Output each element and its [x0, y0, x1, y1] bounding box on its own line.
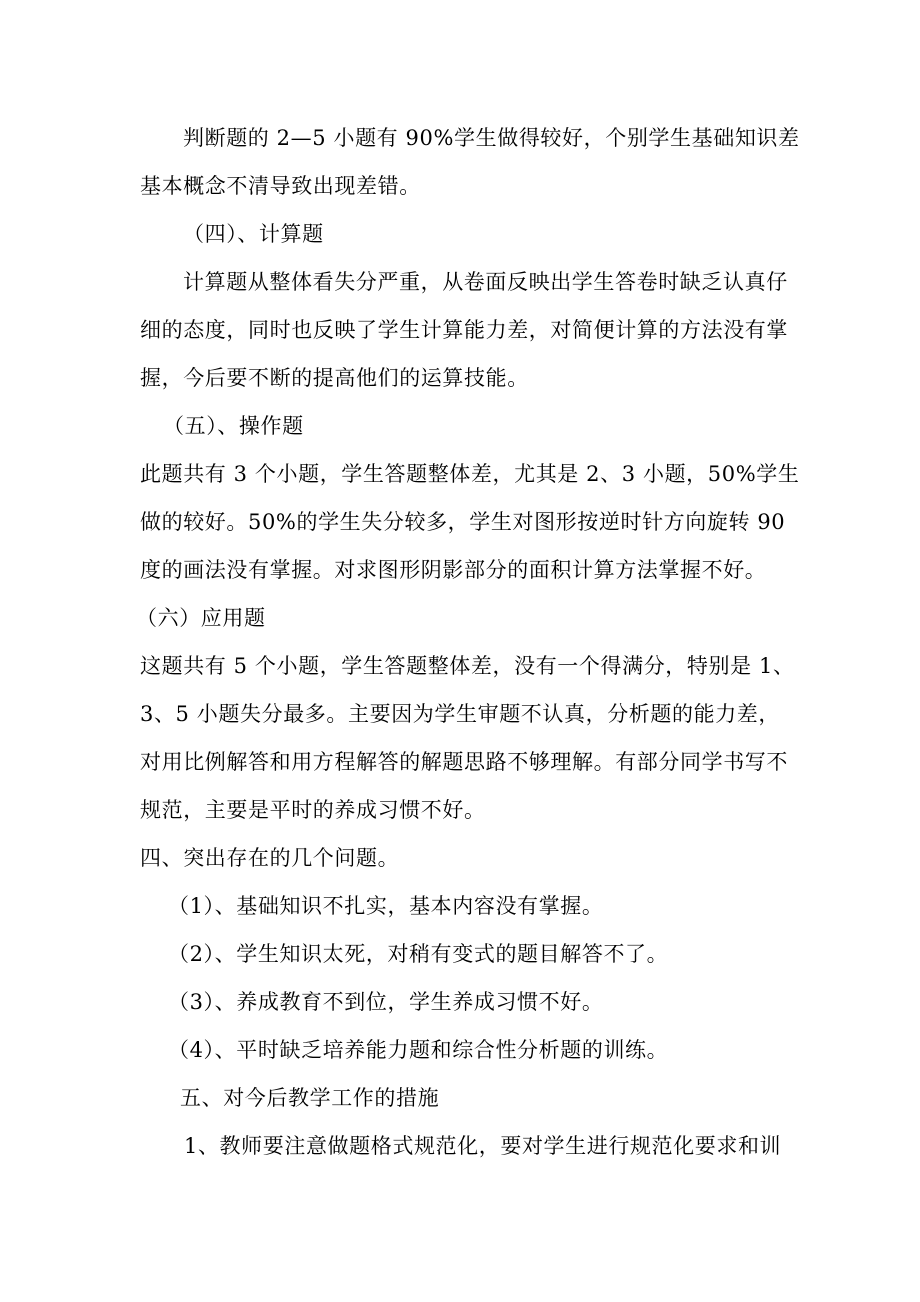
paragraph-line: 3、5 小题失分最多。主要因为学生审题不认真，分析题的能力差， — [140, 702, 780, 726]
section-heading: （六）应用题 — [136, 606, 266, 630]
paragraph-line: 1、教师要注意做题格式规范化，要对学生进行规范化要求和训 — [184, 1134, 782, 1158]
paragraph-line: 基本概念不清导致出现差错。 — [140, 174, 421, 198]
section-heading: （四）、计算题 — [183, 222, 324, 246]
paragraph-line: 度的画法没有掌握。对求图形阴影部分的面积计算方法掌握不好。 — [140, 558, 767, 582]
list-item: （2）、学生知识太死，对稍有变式的题目解答不了。 — [168, 942, 669, 966]
paragraph-line: 细的态度，同时也反映了学生计算能力差，对简便计算的方法没有掌 — [140, 318, 788, 342]
paragraph-line: 握，今后要不断的提高他们的运算技能。 — [140, 366, 529, 390]
paragraph-line: 对用比例解答和用方程解答的解题思路不够理解。有部分同学书写不 — [140, 750, 788, 774]
list-item: （4）、平时缺乏培养能力题和综合性分析题的训练。 — [168, 1038, 669, 1062]
section-heading: 四、突出存在的几个问题。 — [140, 846, 400, 870]
list-item: （1）、基础知识不扎实，基本内容没有掌握。 — [168, 894, 604, 918]
paragraph-line: 做的较好。50%的学生失分较多，学生对图形按逆时针方向旋转 90 — [140, 510, 786, 534]
paragraph-line: 此题共有 3 个小题，学生答题整体差，尤其是 2、3 小题，50%学生 — [140, 462, 800, 486]
section-heading: 五、对今后教学工作的措施 — [180, 1086, 440, 1110]
list-item: （3）、养成教育不到位，学生养成习惯不好。 — [168, 990, 604, 1014]
paragraph-line: 计算题从整体看失分严重，从卷面反映出学生答卷时缺乏认真仔 — [183, 270, 788, 294]
paragraph-line: 这题共有 5 个小题，学生答题整体差，没有一个得满分，特别是 1、 — [140, 654, 795, 678]
paragraph-line: 判断题的 2—5 小题有 90%学生做得较好，个别学生基础知识差 — [183, 126, 800, 150]
paragraph-line: 规范，主要是平时的养成习惯不好。 — [140, 798, 486, 822]
section-heading: （五）、操作题 — [163, 414, 304, 438]
